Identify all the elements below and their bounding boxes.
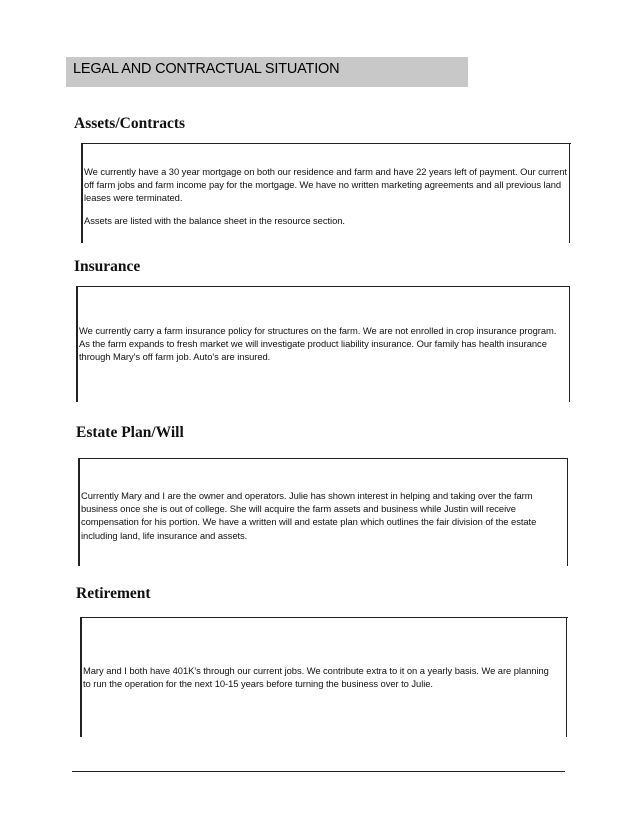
- retirement-box-edge: [566, 617, 567, 737]
- assets-contracts-heading: Assets/Contracts: [74, 115, 186, 132]
- assets-contracts-text-2: Assets are listed with the balance sheet in the resource section.: [84, 215, 345, 226]
- insurance-box-edge: [569, 286, 570, 402]
- assets-contracts-text-1: We currently have a 30 year mortgage on both our residence and farm and have 22 years left of payment. Our current off farm jobs and farm income pay for the mortgage. We have no written marketing agreements and all previous land leases were terminated.: [84, 166, 567, 204]
- page-title: LEGAL AND CONTRACTUAL SITUATION: [73, 61, 340, 77]
- estate-plan-box-edge: [567, 458, 568, 566]
- retirement-text: Mary and I both have 401K's through our current jobs. We contribute extra to it on a yearly basis. We are planning to run the operation for the next 10-15 years before turning the business over to Julie.: [83, 665, 549, 690]
- retirement-heading: Retirement: [76, 585, 151, 602]
- insurance-heading: Insurance: [74, 258, 141, 275]
- estate-plan-heading: Estate Plan/Will: [76, 424, 184, 441]
- insurance-text: We currently carry a farm insurance policy for structures on the farm. We are not enrolled in crop insurance program. As the farm expands to fresh market we will investigate product liability insurance. Our family has health insurance through Mary's off farm job. Auto's are insured.: [79, 325, 557, 363]
- section-title-bar: [66, 57, 468, 87]
- bottom-divider: [72, 771, 565, 772]
- estate-plan-text: Currently Mary and I are the owner and operators. Julie has shown interest in helping and taking over the farm business once she is out of college. She will acquire the farm assets and business while Justin will receive compensation for his portion. We have a written will and estate plan which outlines the fair division of the estate including land, life insurance and assets.: [81, 490, 537, 541]
